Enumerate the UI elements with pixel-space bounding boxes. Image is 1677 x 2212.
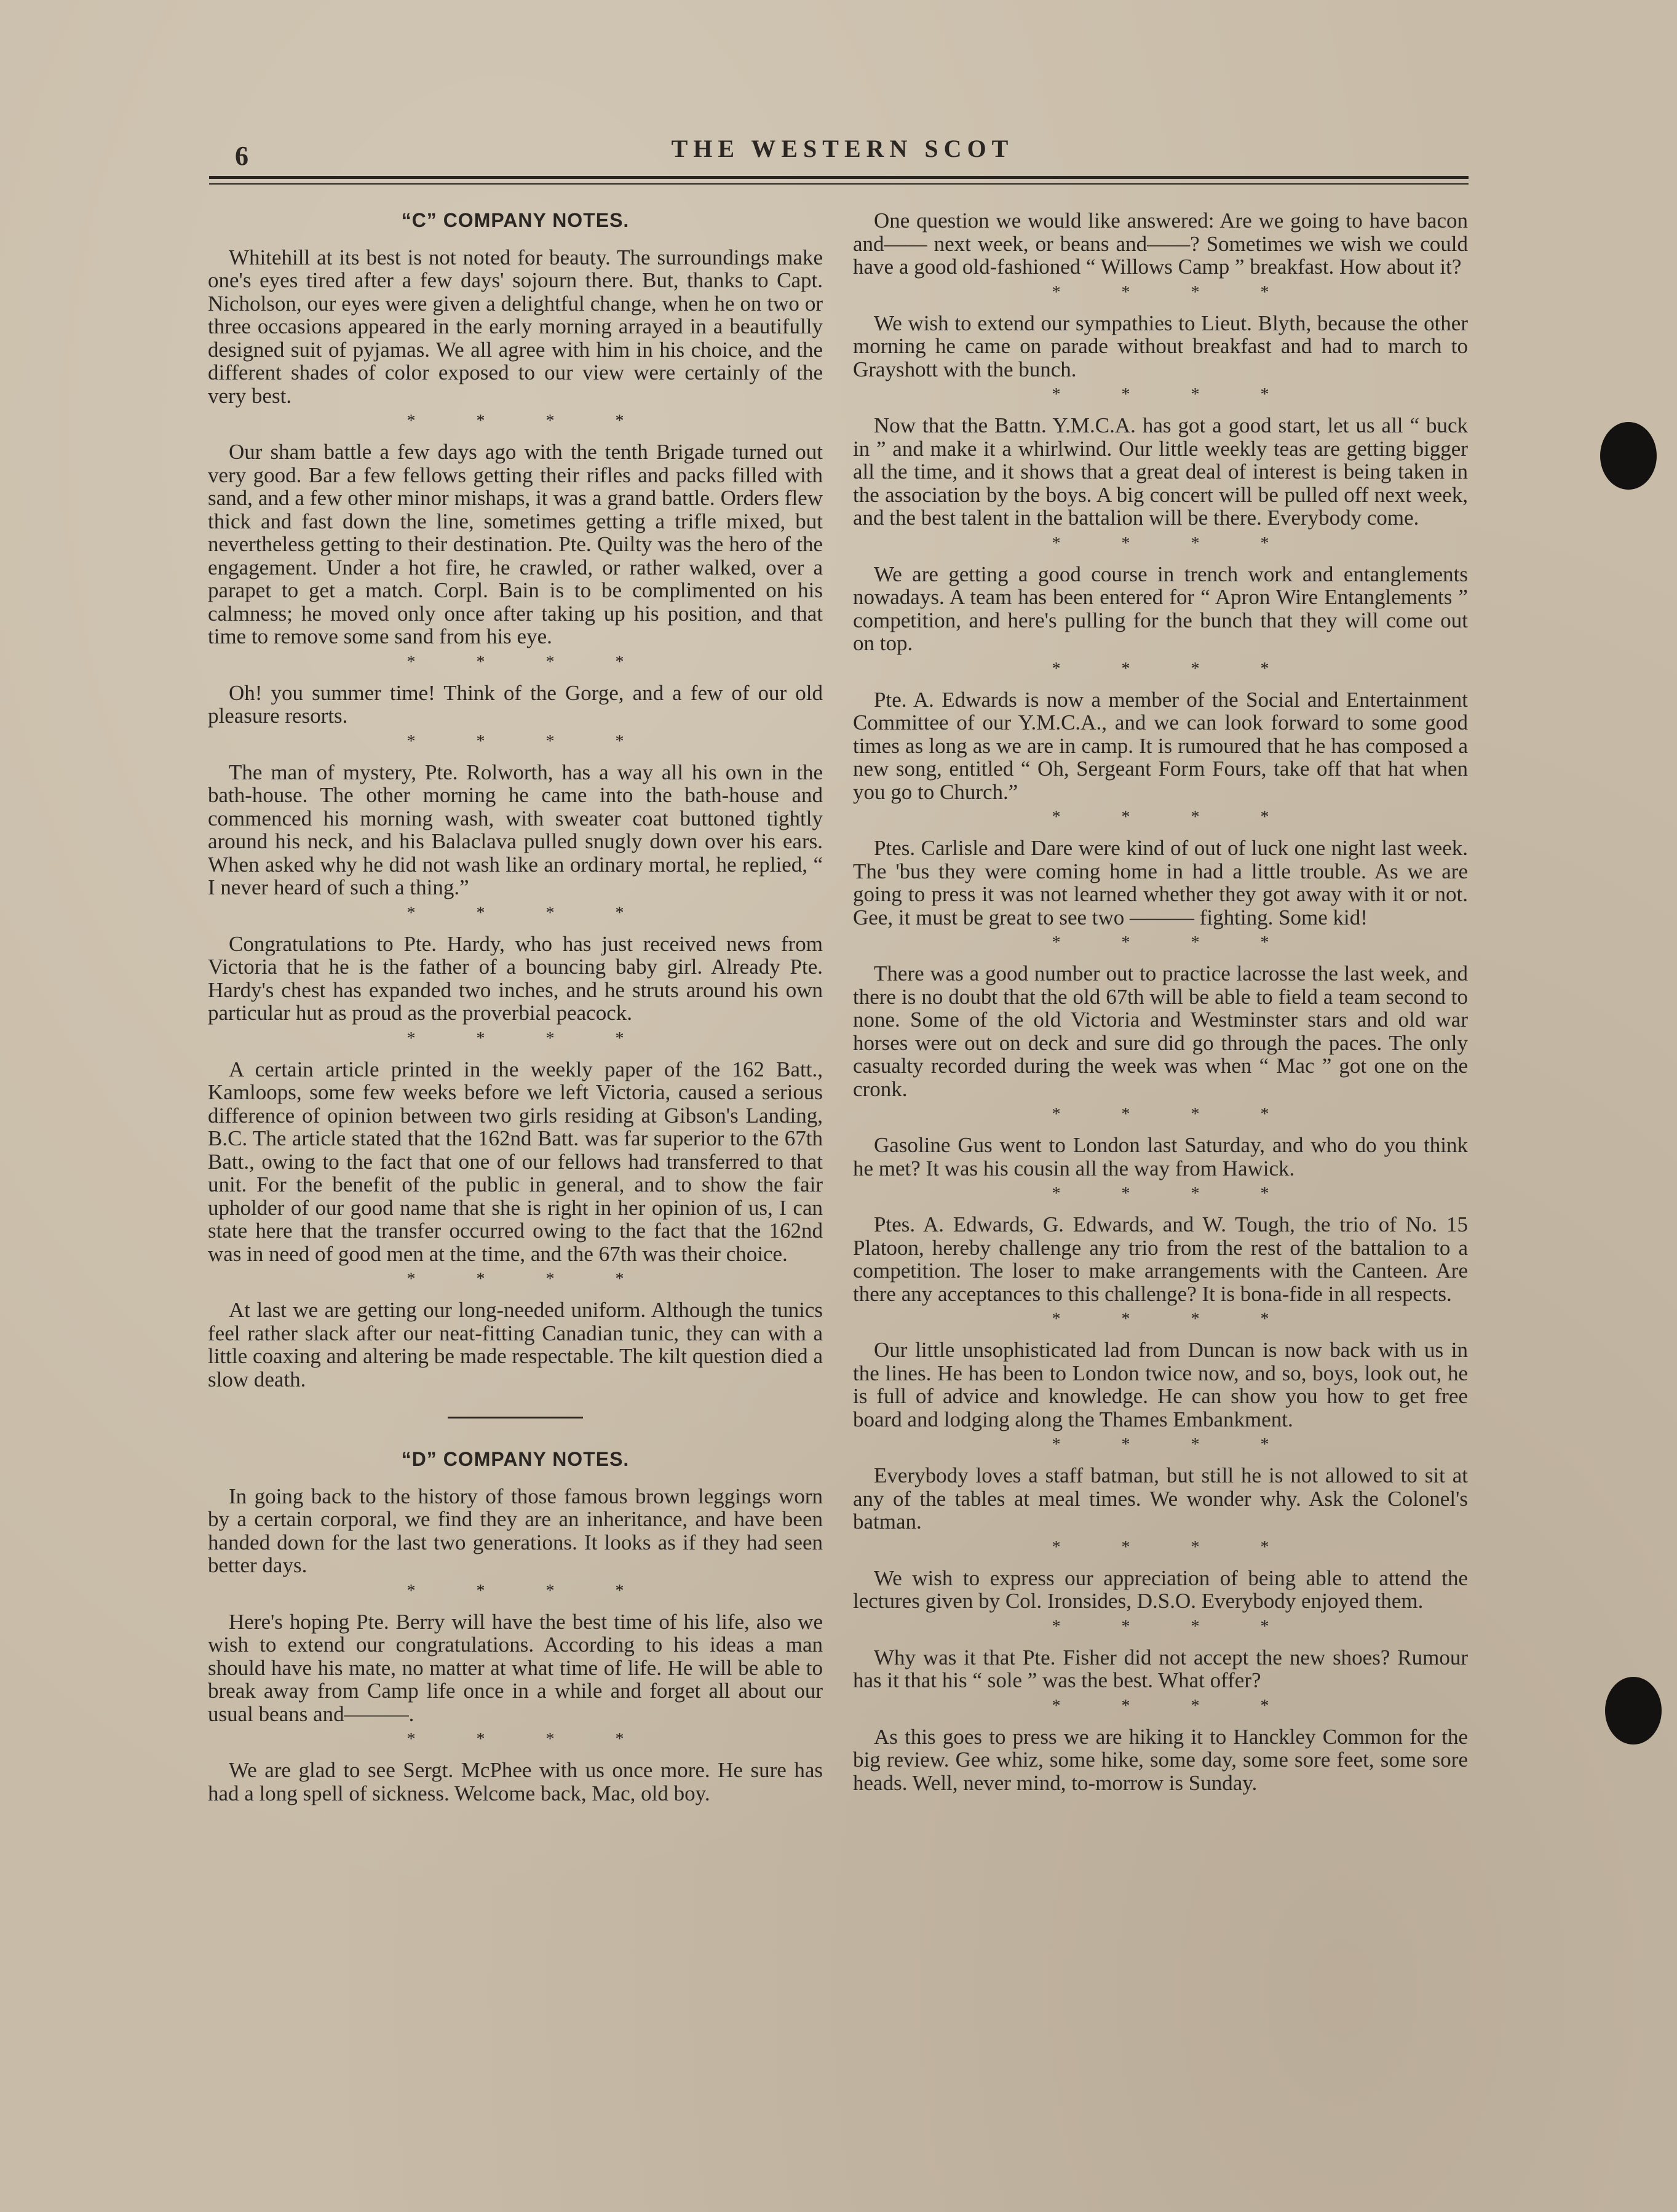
section-separator: * * * *	[406, 1270, 652, 1289]
section-separator: * * * *	[1052, 1310, 1298, 1329]
section-separator: * * * *	[1052, 1435, 1298, 1454]
masthead-rule-thick	[209, 176, 1469, 179]
binding-hole-bottom	[1605, 1677, 1662, 1745]
d-company-note: Now that the Battn. Y.M.C.A. has got a good start, let us all “ buck in ” and make it a whirlwind. Our little weekly teas are getting bigger all the time, and it shows that a great deal of interest is being taken in the association by the boys. A big concert will be pulled off next week, and the best talent in the battalion will be there. Everybody come.	[853, 413, 1468, 530]
d-company-note: Pte. A. Edwards is now a member of the Social and Entertainment Committee of our Y.M.C.A., and we can look forward to some good times as long as we are in camp. It is rumoured that he has composed a new song, entitled “ Oh, Sergeant Form Fours, take off that hat when you go to Church.”	[853, 687, 1468, 804]
masthead-title: THE WESTERN SCOT	[671, 135, 1014, 162]
c-company-note: Congratulations to Pte. Hardy, who has just received news from Victoria that he is the father of a bouncing baby girl. Already Pte. Hardy's chest has expanded two inches, and he struts around his own particular hut as proud as the proverbial peacock.	[208, 931, 823, 1025]
c-company-note: Whitehill at its best is not noted for beauty. The surroundings make one's eyes tired after a few days' sojourn there. But, thanks to Capt. Nicholson, our eyes were given a delightful change, when he on two or three occasions appeared in the early morning arrayed in a beautifully designed suit of pyjamas. We all agree with him in his choice, and the different shades of color exposed to our view were certainly of the very best.	[208, 245, 823, 408]
d-company-note: We are glad to see Sergt. McPhee with us once more. He sure has had a long spell of sickness. Welcome back, Mac, old boy.	[208, 1758, 823, 1805]
section-separator: * * * *	[406, 731, 652, 751]
section-separator: * * * *	[406, 412, 652, 431]
page-number: 6	[235, 141, 248, 171]
d-company-note: Gasoline Gus went to London last Saturday, and who do you think he met? It was his cousin all the way from Hawick.	[853, 1133, 1468, 1180]
d-company-note: Ptes. Carlisle and Dare were kind of out of luck one night last week. The 'bus they were coming home in had a little trouble. As we are going to press it was not learned whether they got away with it or not. Gee, it must be great to see two ——— fighting. Some kid!	[853, 836, 1468, 929]
section-separator: * * * *	[406, 1028, 652, 1048]
d-company-note: We wish to extend our sympathies to Lieut. Blyth, because the other morning he came on parade without breakfast and had to march to Grayshott with the bunch.	[853, 311, 1468, 381]
section-divider-rule	[448, 1417, 583, 1418]
c-company-note: Our sham battle a few days ago with the tenth Brigade turned out very good. Bar a few fellows getting their rifles and packs filled with sand, and a few other minor mishaps, it was a grand battle. Orders flew thick and fast down the line, sometimes getting a trifle mixed, but nevertheless getting to their destination. Pte. Quilty was the hero of the engagement. Under a hot fire, he crawled, or rather walked, over a parapet to get a match. Corpl. Bain is to be complimented on his calmness; he moved only once after taking up his position, and that time to remove some sand from his eye.	[208, 440, 823, 648]
section-separator: * * * *	[1052, 933, 1298, 952]
section-separator: * * * *	[406, 1581, 652, 1601]
section-separator: * * * *	[1052, 1537, 1298, 1557]
section-separator: * * * *	[1052, 659, 1298, 678]
d-company-note: Ptes. A. Edwards, G. Edwards, and W. Tough, the trio of No. 15 Platoon, hereby challenge any trio from the rest of the battalion to a competition. The loser to make arrangements with the Canteen. Are there any acceptances to this challenge? It is bona-fide in all respects.	[853, 1212, 1468, 1306]
masthead-rule-thin	[209, 183, 1469, 185]
d-company-note: In going back to the history of those famous brown leggings worn by a certain corporal, we find they are an inheritance, and have been handed down for the last two generations. It looks as if they had seen better days.	[208, 1484, 823, 1577]
section-separator: * * * *	[1052, 1617, 1298, 1636]
d-company-note: Our little unsophisticated lad from Duncan is now back with us in the lines. He has been to London twice now, and so, boys, look out, he is full of advice and knowledge. He can show you how to get free board and lodging along the Thames Embankment.	[853, 1338, 1468, 1431]
d-company-note: We wish to express our appreciation of being able to attend the lectures given by Col. Ironsides, D.S.O. Everybody enjoyed them.	[853, 1566, 1468, 1613]
section-separator: * * * *	[1052, 533, 1298, 553]
c-company-note: The man of mystery, Pte. Rolworth, has a way all his own in the bath-house. The other morning he came into the bath-house and commenced his morning wash, with sweater coat buttoned tightly around his neck, and his Balaclava pulled snugly down over his ears. When asked why he did not wash like an ordinary mortal, he replied, “ I never heard of such a thing.”	[208, 760, 823, 899]
section-separator: * * * *	[1052, 282, 1298, 302]
section-separator: * * * *	[406, 1730, 652, 1749]
section-separator: * * * *	[1052, 1184, 1298, 1203]
c-company-note: At last we are getting our long-needed uniform. Although the tunics feel rather slack after our neat-fitting Canadian tunic, they can with a little coaxing and altering be made respectable. The kilt question died a slow death.	[208, 1298, 823, 1391]
section-separator: * * * *	[1052, 1105, 1298, 1124]
d-company-note: Why was it that Pte. Fisher did not accept the new shoes? Rumour has it that his “ sole ” was the best. What offer?	[853, 1645, 1468, 1692]
binding-hole-top	[1600, 422, 1657, 490]
c-company-note: A certain article printed in the weekly paper of the 162 Batt., Kamloops, some few weeks before we left Victoria, caused a serious difference of opinion between two girls residing at Gibson's Landing, B.C. The article stated that the 162nd Batt. was far superior to the 67th Batt., owing to the fact that one of our fellows had transferred to that unit. For the benefit of the public in general, and to show the fair upholder of our good name that she is right in her opinion of us, I can state here that the transfer occurred owing to the fact that the 162nd was in need of good men at the time, and the 67th was their choice.	[208, 1057, 823, 1266]
section-separator: * * * *	[1052, 385, 1298, 404]
section-separator: * * * *	[406, 652, 652, 672]
right-column	[853, 209, 1468, 1794]
d-company-note: As this goes to press we are hiking it to Hanckley Common for the big review. Gee whiz, some hike, some day, some sore feet, some sore heads. Well, never mind, to-morrow is Sunday.	[853, 1724, 1468, 1795]
c-company-note: Oh! you summer time! Think of the Gorge, and a few of our old pleasure resorts.	[208, 680, 823, 728]
section-separator: * * * *	[1052, 808, 1298, 827]
c-company-heading: “C” COMPANY NOTES.	[401, 209, 630, 231]
d-company-note: Everybody loves a staff batman, but still he is not allowed to sit at any of the tables at meal times. We wonder why. Ask the Colonel's batman.	[853, 1463, 1468, 1534]
d-company-note: Here's hoping Pte. Berry will have the best time of his life, also we wish to extend our congratulations. According to his ideas a man should have his mate, no matter at what time of life. He will be able to break away from Camp life once in a while and forget all about our usual beans and———.	[208, 1609, 823, 1726]
d-company-heading: “D” COMPANY NOTES.	[401, 1448, 630, 1470]
section-separator: * * * *	[406, 903, 652, 923]
left-column	[208, 209, 823, 1805]
d-company-note: One question we would like answered: Are we going to have bacon and—— next week, or beans and——? Sometimes we wish we could have a good old-fashioned “ Willows Camp ” breakfast. How about it?	[853, 209, 1468, 279]
section-separator: * * * *	[1052, 1696, 1298, 1716]
d-company-note: There was a good number out to practice lacrosse the last week, and there is no doubt that the old 67th will be able to field a team second to none. Some of the old Victoria and Westminster stars and old war horses were out on deck and sure did go through the paces. The only casualty recorded during the week was when “ Mac ” got one on the cronk.	[853, 961, 1468, 1101]
d-company-note: We are getting a good course in trench work and entanglements nowadays. A team has been entered for “ Apron Wire Entanglements ” competition, and here's pulling for the bunch that they will come out on top.	[853, 562, 1468, 655]
